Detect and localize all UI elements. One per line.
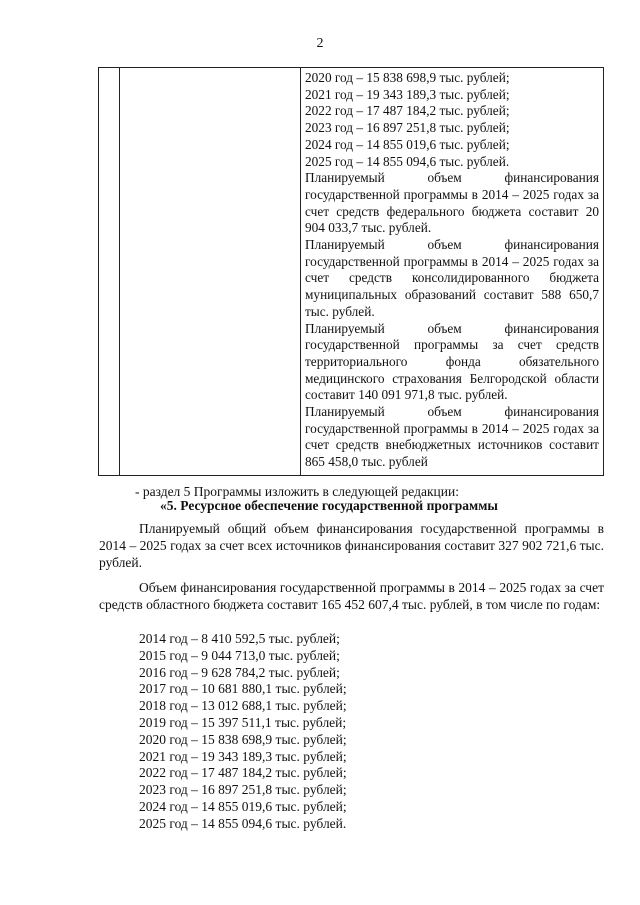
- page-number: 2: [316, 36, 324, 51]
- list-item: 2022 год – 17 487 184,2 тыс. рублей;: [139, 765, 347, 781]
- list-item: 2018 год – 13 012 688,1 тыс. рублей;: [139, 698, 347, 714]
- list-item: 2020 год – 15 838 698,9 тыс. рублей;: [139, 731, 347, 747]
- year-line: 2024 год – 14 855 019,6 тыс. рублей;: [305, 136, 510, 152]
- list-item: 2023 год – 16 897 251,8 тыс. рублей;: [139, 782, 347, 798]
- year-line: 2025 год – 14 855 094,6 тыс. рублей.: [305, 153, 510, 169]
- section-heading: «5. Ресурсное обеспечение государственной программы: [160, 498, 498, 513]
- table-paragraph-federal: Планируемый объем финансирования государственной программы в 2014 – 2025 годах за счет средств федерального бюджета составит 20 904 033,7 тыс. рублей.: [305, 170, 599, 236]
- list-item: 2015 год – 9 044 713,0 тыс. рублей;: [139, 647, 340, 663]
- funding-table: [98, 67, 604, 476]
- body-paragraph-total-text: Планируемый общий объем финансирования государственной программы в 2014 – 2025 годах за счет всех источников финансирования составит 327 902 721,6 тыс. рублей.: [99, 521, 604, 570]
- list-item: 2014 год – 8 410 592,5 тыс. рублей;: [139, 631, 340, 646]
- body-paragraph-regional: [99, 580, 604, 614]
- table-paragraph-municipal: Планируемый объем финансирования государственной программы в 2014 – 2025 годах за счет средств консолидированного бюджета муниципальных образований составит 588 650,7 тыс. рублей.: [305, 237, 599, 319]
- table-paragraph-insurance-fund: Планируемый объем финансирования государственной программы за счет средств территориального фонда обязательного медицинского страхования Белгородской области составит 140 091 971,8 тыс. рублей.: [305, 320, 599, 403]
- table-cell-empty-2: [120, 68, 301, 476]
- list-item: 2019 год – 15 397 511,1 тыс. рублей;: [139, 714, 347, 730]
- body-paragraph-total: [99, 521, 604, 571]
- list-item: 2017 год – 10 681 880,1 тыс. рублей;: [139, 681, 347, 697]
- year-list: [139, 631, 347, 833]
- table-cell-empty-1: [99, 68, 120, 476]
- body-paragraph-regional-text: Объем финансирования государственной программы в 2014 – 2025 годах за счет средств областного бюджета составит 165 452 607,4 тыс. рублей, в том числе по годам:: [99, 580, 604, 612]
- year-line: 2020 год – 15 838 698,9 тыс. рублей;: [305, 70, 510, 85]
- table-cell-content: [301, 68, 604, 476]
- list-item: 2021 год – 19 343 189,3 тыс. рублей;: [139, 748, 347, 764]
- table-paragraph-extrabudgetary: Планируемый объем финансирования государственной программы в 2014 – 2025 годах за счет средств внебюджетных источников составит 865 458,0 тыс. рублей: [305, 404, 599, 470]
- list-item: 2016 год – 9 628 784,2 тыс. рублей;: [139, 664, 340, 680]
- year-line: 2022 год – 17 487 184,2 тыс. рублей;: [305, 103, 510, 119]
- list-item: 2025 год – 14 855 094,6 тыс. рублей.: [139, 815, 347, 831]
- instruction-text: - раздел 5 Программы изложить в следующей редакции:: [135, 484, 459, 499]
- year-line: 2021 год – 19 343 189,3 тыс. рублей;: [305, 86, 510, 102]
- year-line: 2023 год – 16 897 251,8 тыс. рублей;: [305, 120, 510, 136]
- table-row: [99, 68, 604, 476]
- list-item: 2024 год – 14 855 019,6 тыс. рублей;: [139, 798, 347, 814]
